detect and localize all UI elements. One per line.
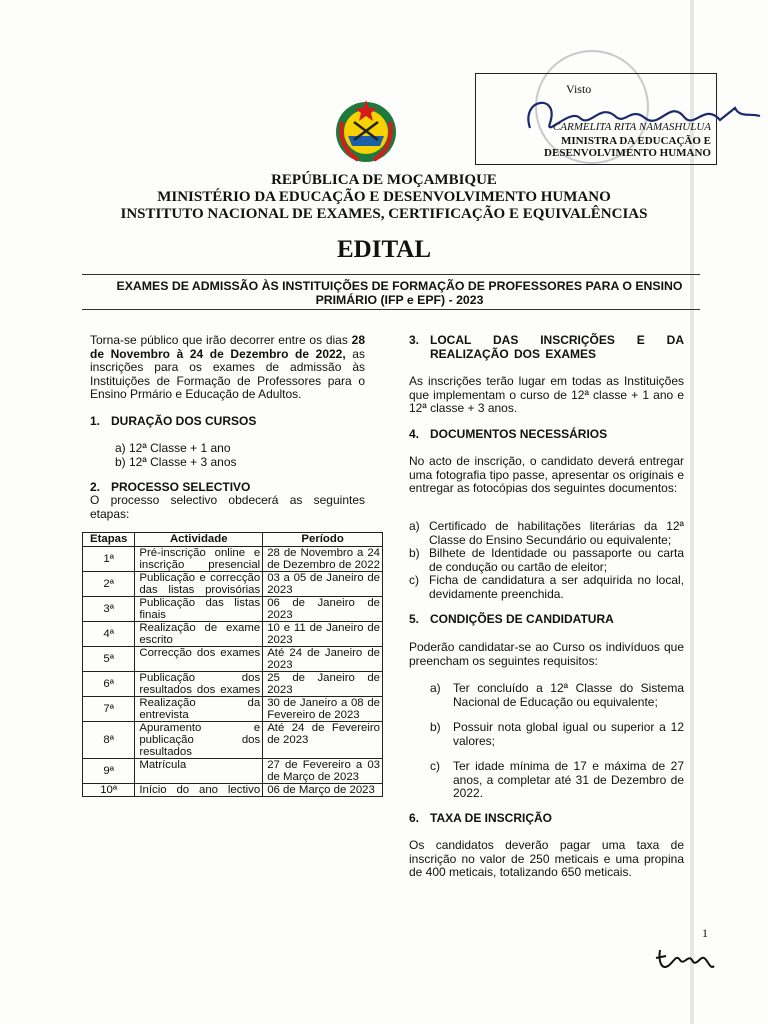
activity-cell: Matrícula	[135, 759, 263, 784]
minister-title	[505, 135, 711, 159]
minister-name: CARMELITA RITA NAMASHULUA	[552, 121, 711, 133]
stage-cell: 4ª	[83, 622, 135, 647]
list-text: Bilhete de Identidade ou passaporte ou carta de condução ou cartão de eleitor;	[429, 546, 684, 574]
section-4-number: 4.	[409, 427, 420, 441]
table-row	[83, 622, 383, 647]
subtitle-line1: EXAMES DE ADMISSÃO ÀS INSTITUIÇÕES DE FORMAÇÃO DE PROFESSORES PARA O ENSINO	[116, 279, 683, 293]
period-cell: 03 a 05 de Janeiro de 2023	[263, 572, 383, 597]
subtitle-line2: PRIMÁRIO (IFP e EPF) - 2023	[315, 293, 484, 307]
visto-label: Visto	[566, 82, 592, 96]
list-text: Ter concluído a 12ª Classe do Sistema Nacional de Educação ou equivalente;	[453, 681, 684, 709]
section-2-title: PROCESSO SELECTIVO	[111, 480, 251, 494]
section-3-title: LOCAL DAS INSCRIÇÕES E DA REALIZAÇÃO DOS EXAMES	[430, 333, 684, 361]
section-6-number: 6.	[409, 811, 420, 825]
section-5-number: 5.	[409, 612, 420, 626]
section-4-list	[409, 520, 684, 601]
stage-cell: 7ª	[83, 697, 135, 722]
list-item: a) 12ª Classe + 1 ano	[115, 441, 231, 455]
intro-dates: 28 de Novembro à 24 de Dezembro de 2022,	[90, 333, 365, 361]
period-cell: 06 de Março de 2023	[263, 784, 383, 797]
list-item	[409, 520, 684, 547]
period-cell: 27 de Fevereiro a 03 de Março de 2023	[263, 759, 383, 784]
section-1-number: 1.	[90, 414, 101, 428]
section-4-heading	[409, 428, 684, 442]
table-row	[83, 697, 383, 722]
activity-cell: Realização da entrevista	[135, 697, 263, 722]
list-item: b) 12ª Classe + 3 anos	[115, 454, 237, 469]
intro-text-1: Torna-se público que irão decorrer entre os dias	[90, 333, 348, 347]
ministry-heading: MINISTÉRIO DA EDUCAÇÃO E DESENVOLVIMENTO HUMANO	[157, 189, 611, 205]
document-subtitle	[92, 279, 707, 307]
period-cell: Até 24 de Fevereiro de 2023	[263, 722, 383, 759]
list-item	[430, 721, 684, 748]
stages-table	[82, 532, 383, 797]
period-cell: 30 de Janeiro a 08 de Fevereiro de 2023	[263, 697, 383, 722]
intro-text-2: as inscrições para os exames de admissão às Instituições de Formação de Professores para o Ensino Prmário e Educação de Adultos.	[90, 346, 365, 401]
activity-cell: Pré-inscrição online e inscrição presencial	[135, 547, 263, 572]
section-2-number: 2.	[90, 480, 101, 494]
list-text: Ficha de candidatura a ser adquirida no local, devidamente preenchida.	[429, 573, 684, 601]
section-3-text: As inscrições terão lugar em todas as Instituições que implementam o curso de 12ª classe + 1 ano e 12ª classe + 3 anos.	[409, 374, 684, 415]
period-cell: 28 de Novembro a 24 de Dezembro de 2022	[263, 547, 383, 572]
table-row	[83, 759, 383, 784]
list-marker: a)	[409, 519, 420, 533]
stage-cell: 10ª	[83, 784, 135, 797]
activity-cell: Publicação e correcção das listas provisórias	[135, 572, 263, 597]
list-item	[430, 682, 684, 709]
section-4-title: DOCUMENTOS NECESSÁRIOS	[430, 427, 608, 441]
bottom-rule	[82, 309, 700, 310]
activity-cell: Publicação das listas finais	[135, 597, 263, 622]
period-cell: 25 de Janeiro de 2023	[263, 672, 383, 697]
table-row	[83, 784, 383, 797]
minister-title-line2: DESENVOLVIMENTO HUMANO	[544, 147, 711, 159]
list-marker: c)	[430, 759, 440, 773]
section-5-title: CONDIÇÕES DE CANDIDATURA	[430, 612, 614, 626]
intro-paragraph	[90, 334, 365, 402]
republic-heading: REPÚBLICA DE MOÇAMBIQUE	[271, 172, 497, 188]
table-row	[83, 647, 383, 672]
page-number: 1	[702, 926, 708, 940]
period-cell: 06 de Janeiro de 2023	[263, 597, 383, 622]
list-item	[409, 574, 684, 601]
section-3-number: 3.	[409, 333, 420, 347]
section-3-heading	[409, 334, 684, 361]
section-1-title: DURAÇÃO DOS CURSOS	[111, 414, 257, 428]
table-row	[83, 722, 383, 759]
stage-cell: 3ª	[83, 597, 135, 622]
section-2-text: O processo selectivo obdecerá as seguintes etapas:	[90, 493, 365, 521]
table-row	[83, 547, 383, 572]
section-6-title: TAXA DE INSCRIÇÃO	[430, 811, 553, 825]
section-5-text: Poderão candidatar-se ao Curso os indivíduos que preencham os seguintes requisitos:	[409, 640, 684, 668]
stage-cell: 5ª	[83, 647, 135, 672]
list-item	[409, 547, 684, 574]
national-emblem-icon	[328, 92, 404, 168]
activity-cell: Realização de exame escrito	[135, 622, 263, 647]
section-6-text: Os candidatos deverão pagar uma taxa de inscrição no valor de 250 meticais e uma propina de 400 meticais, totalizando 650 meticais.	[409, 838, 684, 879]
stage-cell: 9ª	[83, 759, 135, 784]
period-cell: Até 24 de Janeiro de 2023	[263, 647, 383, 672]
section-1-list	[115, 442, 390, 469]
header-etapas: Etapas	[83, 533, 135, 547]
section-4-text: No acto de inscrição, o candidato deverá entregar uma fotografia tipo passe, apresentar os originais e entregar as fotocópias dos seguintes documentos:	[409, 454, 684, 495]
header-actividade: Actividade	[135, 533, 263, 547]
period-cell: 10 e 11 de Janeiro de 2023	[263, 622, 383, 647]
activity-cell: Início do ano lectivo	[135, 784, 263, 797]
activity-cell: Correcção dos exames	[135, 647, 263, 672]
section-5-list	[430, 682, 684, 801]
table-row	[83, 672, 383, 697]
top-rule	[82, 274, 700, 275]
stage-cell: 6ª	[83, 672, 135, 697]
institute-heading: INSTITUTO NACIONAL DE EXAMES, CERTIFICAÇÃO E EQUIVALÊNCIAS	[120, 206, 648, 222]
stage-cell: 2ª	[83, 572, 135, 597]
list-marker: a)	[430, 681, 441, 695]
list-text: Possuir nota global igual ou superior a 12 valores;	[453, 720, 684, 748]
activity-cell: Publicação dos resultados dos exames	[135, 672, 263, 697]
table-header-row	[83, 533, 383, 547]
section-6-heading	[409, 812, 684, 826]
list-marker: c)	[409, 573, 419, 587]
list-text: Ter idade mínima de 17 e máxima de 27 anos, a completar até 31 de Dezembro de 2022.	[453, 759, 684, 800]
minister-title-line1: MINISTRA DA EDUCAÇÃO E	[560, 135, 711, 147]
table-row	[83, 597, 383, 622]
list-marker: b)	[409, 546, 420, 560]
stage-cell: 1ª	[83, 547, 135, 572]
section-5-heading	[409, 613, 684, 627]
section-1-heading	[90, 415, 365, 429]
list-item	[430, 760, 684, 801]
document-title: EDITAL	[336, 236, 431, 263]
initials-signature	[652, 944, 722, 976]
stage-cell: 8ª	[83, 722, 135, 759]
activity-cell: Apuramento e publicação dos resultados	[135, 722, 263, 759]
list-marker: b)	[430, 720, 441, 734]
header-periodo: Período	[263, 533, 383, 547]
list-text: Certificado de habilitações literárias da 12ª Classe do Ensino Secundário ou equivalente;	[429, 519, 684, 547]
table-row	[83, 572, 383, 597]
